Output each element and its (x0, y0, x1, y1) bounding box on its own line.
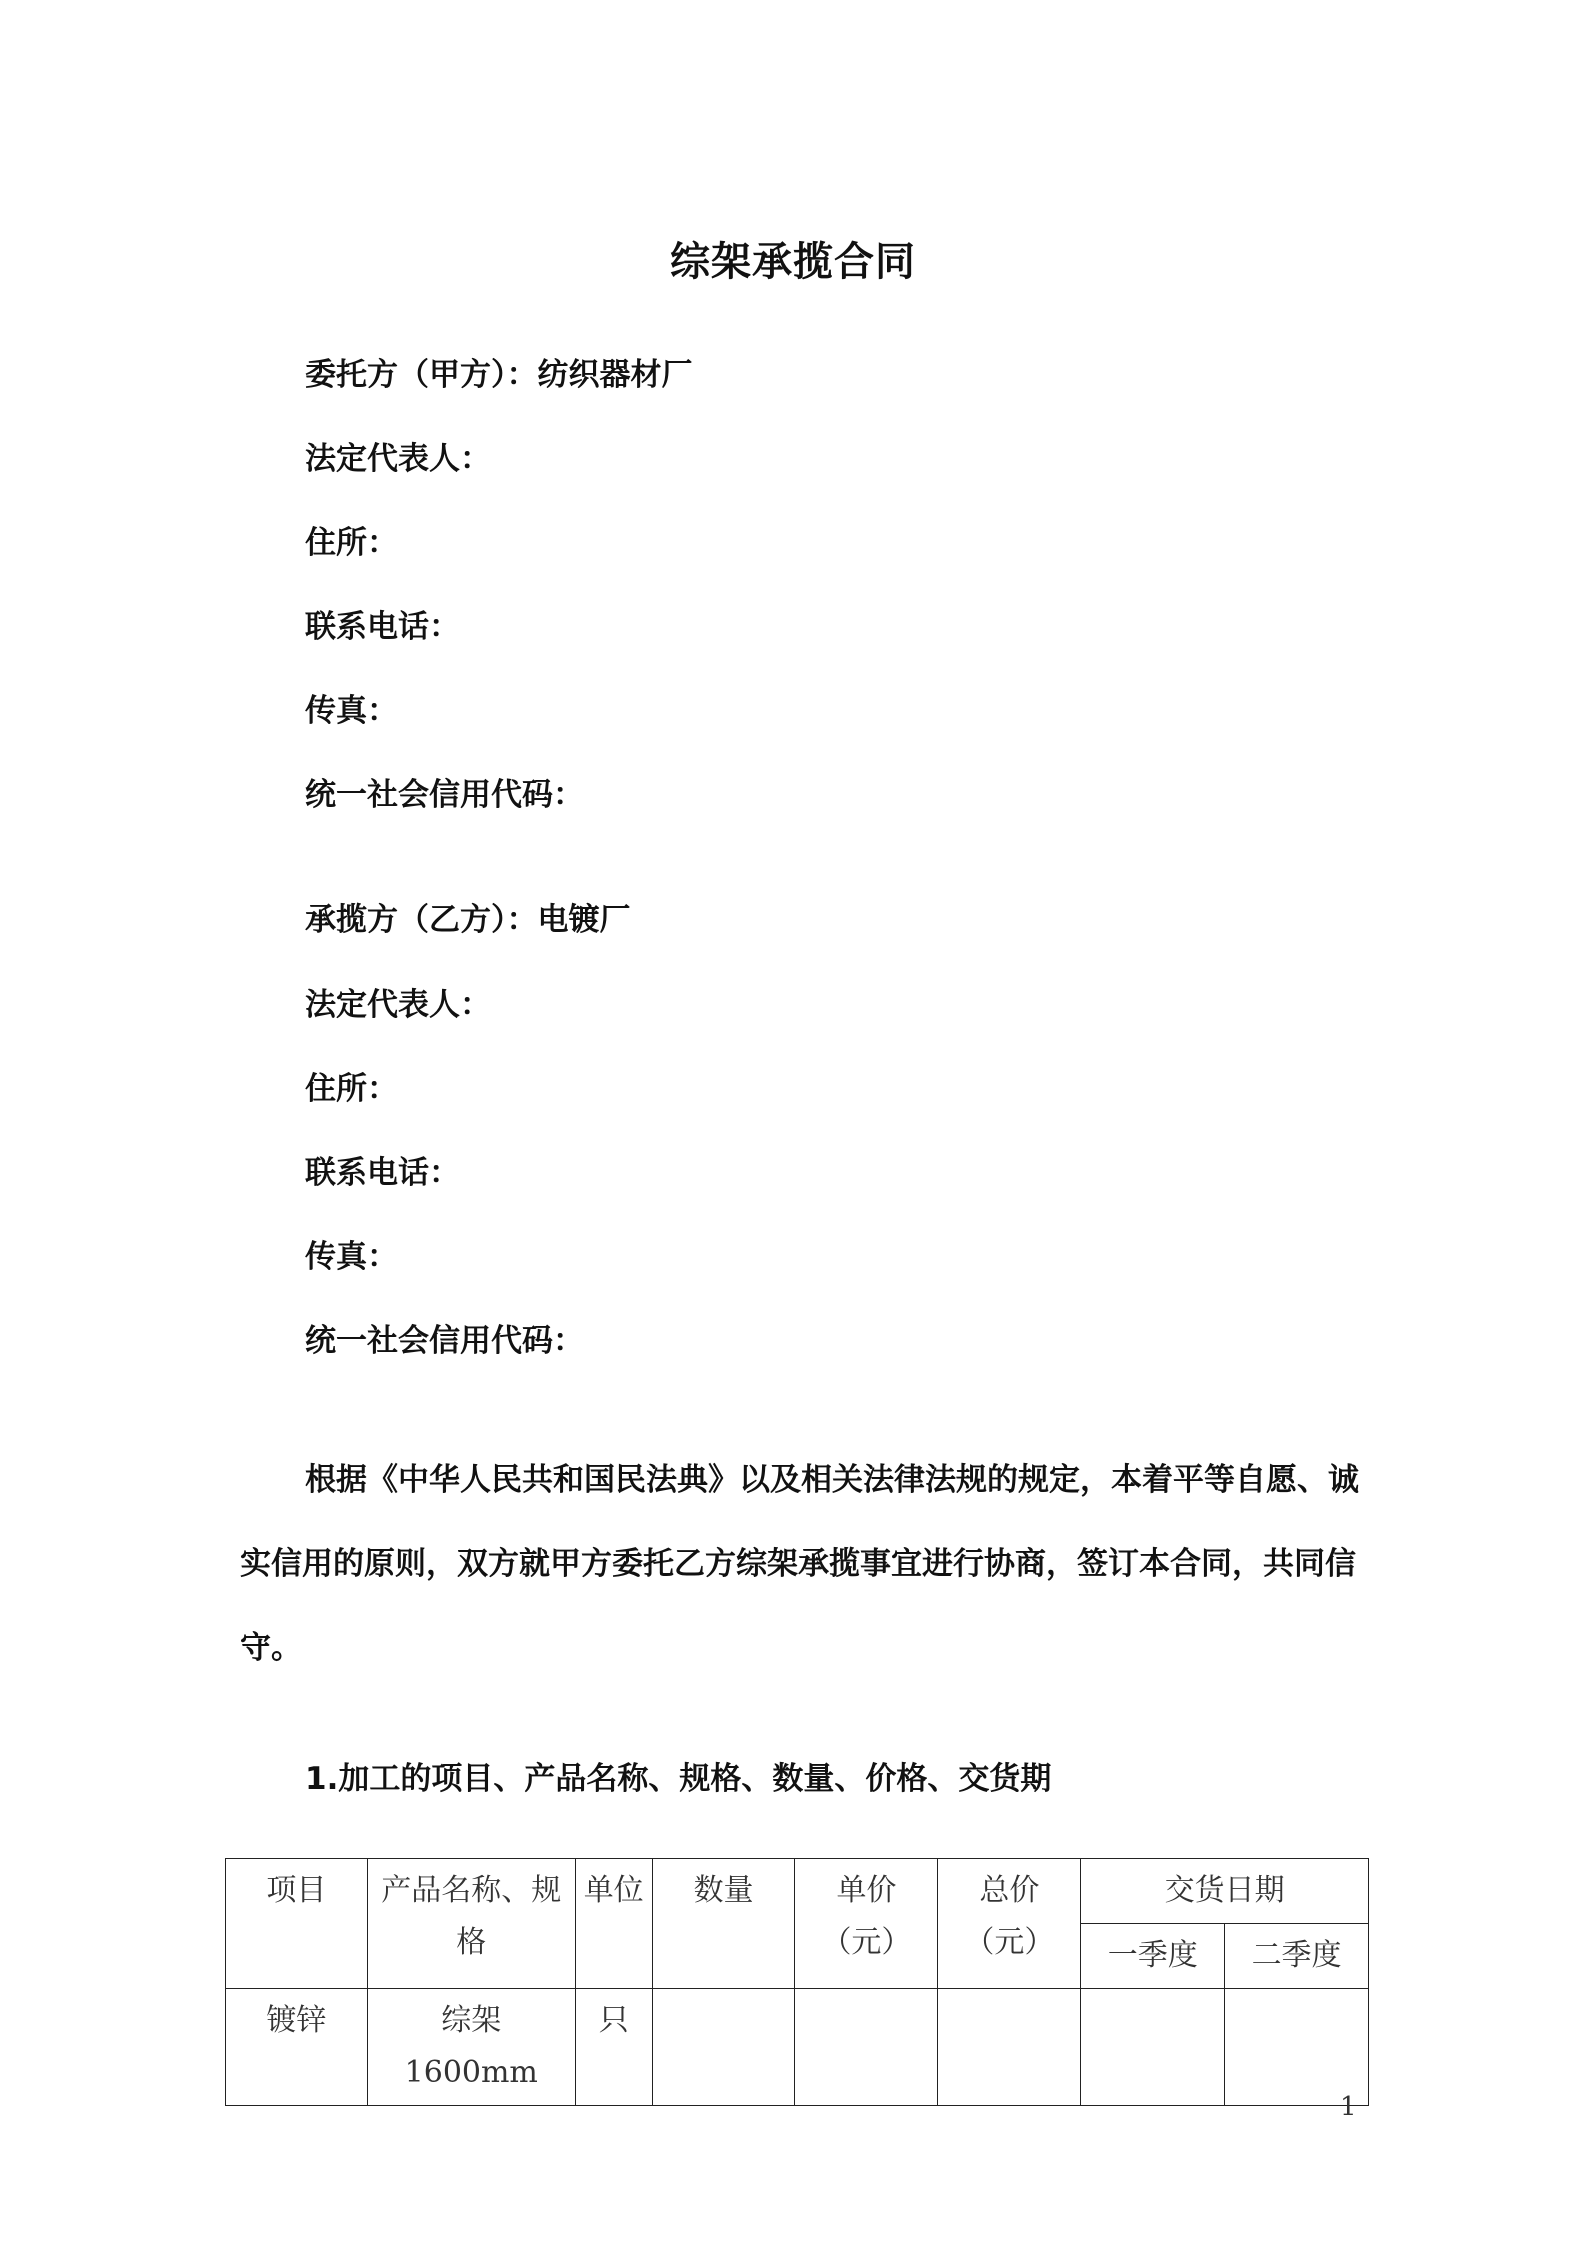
page-number: 1 (1340, 2092, 1357, 2122)
cell-quantity (652, 1989, 795, 2106)
header-quantity: 数量 (652, 1859, 795, 1989)
processing-table (225, 1858, 1369, 2106)
section-1-heading: 1.加工的项目、产品名称、规格、数量、价格、交货期 (305, 1761, 1052, 1797)
header-unit-price: 单价（元） (795, 1859, 938, 1989)
party-a-fax: 传真： (305, 693, 398, 729)
header-product: 产品名称、规格 (367, 1859, 575, 1989)
cell-q2 (1225, 1989, 1369, 2106)
document-title: 综架承揽合同 (670, 239, 916, 285)
header-item: 项目 (226, 1859, 368, 1989)
header-unit: 单位 (575, 1859, 652, 1989)
party-a-address: 住所： (305, 525, 398, 561)
cell-q1 (1081, 1989, 1225, 2106)
header-delivery: 交货日期 (1081, 1859, 1369, 1924)
cell-product: 综架 1600mm (367, 1989, 575, 2106)
cell-item: 镀锌 (226, 1989, 368, 2106)
cell-unit-price (795, 1989, 938, 2106)
party-a-credit-code: 统一社会信用代码： (305, 777, 584, 813)
cell-unit: 只 (575, 1989, 652, 2106)
header-q2: 二季度 (1225, 1924, 1369, 1989)
header-total-price: 总价（元） (938, 1859, 1081, 1989)
party-b-credit-code: 统一社会信用代码： (305, 1323, 584, 1359)
party-a-legal-rep: 法定代表人： (305, 441, 491, 477)
table-header-row (226, 1859, 1369, 1924)
party-a-phone: 联系电话： (305, 609, 460, 645)
preamble-paragraph (240, 1438, 1360, 1690)
table-row (226, 1989, 1369, 2106)
party-b-legal-rep: 法定代表人： (305, 987, 491, 1023)
party-b-fax: 传真： (305, 1239, 398, 1275)
party-b-phone: 联系电话： (305, 1155, 460, 1191)
preamble-text: 根据《中华人民共和国民法典》以及相关法律法规的规定，本着平等自愿、诚实信用的原则，双方就甲方委托乙方综架承揽事宜进行协商，签订本合同，共同信守。 (240, 1462, 1359, 1666)
party-b-heading: 承揽方（乙方）：电镀厂 (305, 902, 631, 938)
header-q1: 一季度 (1081, 1924, 1225, 1989)
cell-total-price (938, 1989, 1081, 2106)
party-a-heading: 委托方（甲方）：纺织器材厂 (305, 357, 693, 393)
party-b-address: 住所： (305, 1071, 398, 1107)
